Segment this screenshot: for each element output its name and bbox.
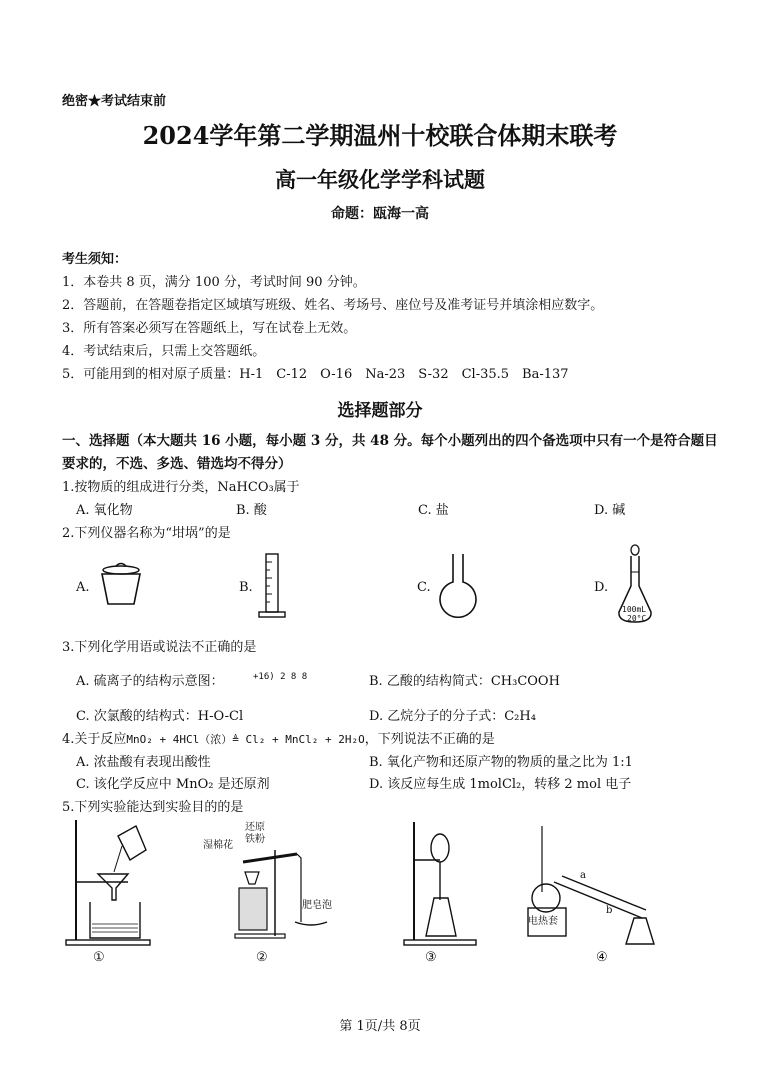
sulfide-ion-diagram: +16) 2 8 8 xyxy=(253,672,308,682)
notice-item: 1．本卷共 8 页，满分 100 分，考试时间 90 分钟。 xyxy=(62,275,366,290)
notice-item: 5．可能用到的相对原子质量：H-1 C-12 O-16 Na-23 S-32 Cl-35.5 Ba-137 xyxy=(62,367,569,382)
q4-stem xyxy=(62,728,495,747)
q4-equation: MnO₂ + 4HCl（浓）≜ Cl₂ + MnCl₂ + 2H₂O xyxy=(126,733,365,746)
iron-steam-apparatus-figure xyxy=(215,848,335,944)
section-title: 选择题部分 xyxy=(337,401,423,421)
crucible-figure xyxy=(98,560,144,608)
fig-label-4: ④ xyxy=(596,950,608,965)
q4-option-d: D. 该反应每生成 1molCl₂，转移 2 mol 电子 xyxy=(369,777,632,792)
page-footer: 第 1页/共 8页 xyxy=(339,1019,421,1034)
round-flask-figure xyxy=(438,552,478,618)
q5-stem: 5.下列实验能达到实验目的的是 xyxy=(62,800,244,815)
exam-author: 命题：瓯海一高 xyxy=(331,206,429,222)
fig-label-3: ③ xyxy=(425,950,437,965)
separatory-funnel-apparatus-figure xyxy=(400,816,480,948)
q1-stem: 1.按物质的组成进行分类，NaHCO₃属于 xyxy=(62,480,300,495)
graduated-cylinder-figure xyxy=(256,550,290,620)
filtration-apparatus-figure xyxy=(62,816,154,948)
distillation-apparatus-figure xyxy=(522,822,662,946)
notice-item: 3．所有答案必须写在答题纸上，写在试卷上无效。 xyxy=(62,321,357,336)
q3-option-b: B. 乙酸的结构简式：CH₃COOH xyxy=(369,674,560,689)
label-soap: 肥皂泡 xyxy=(302,900,332,911)
q4-stem-suffix: ，下列说法不正确的是 xyxy=(364,732,495,747)
label-cotton: 湿棉花 xyxy=(203,840,233,851)
q4-option-c: C. 该化学反应中 MnO₂ 是还原剂 xyxy=(76,777,270,792)
q1-option-c: C. 盐 xyxy=(418,503,449,518)
fig-label-1: ① xyxy=(93,950,105,965)
q2-label-d: D. xyxy=(594,580,609,595)
q4-option-a: A. 浓盐酸有表现出酸性 xyxy=(76,755,211,770)
secret-label: 绝密★考试结束前 xyxy=(62,94,167,109)
notice-item: 2．答题前，在答题卷指定区域填写班级、姓名、考场号、座位号及准考证号并填涂相应数字。 xyxy=(62,298,604,313)
q3-option-d: D. 乙烷分子的分子式：C₂H₄ xyxy=(369,709,536,724)
label-iron: 还原铁粉 xyxy=(245,822,265,845)
notice-title: 考生须知： xyxy=(62,252,128,267)
q1-option-b: B. 酸 xyxy=(236,503,267,518)
q2-label-a: A. xyxy=(76,580,90,595)
q1-option-d: D. 碱 xyxy=(594,503,626,518)
q3-stem: 3.下列化学用语或说法不正确的是 xyxy=(62,640,257,655)
q4-option-b: B. 氧化产物和还原产物的物质的量之比为 1:1 xyxy=(369,755,633,770)
q1-option-a: A. 氧化物 xyxy=(76,503,133,518)
q3-option-a: A. 硫离子的结构示意图： xyxy=(76,674,224,689)
exam-title: 2024学年第二学期温州十校联合体期末联考 xyxy=(142,121,618,150)
flask-volume-text: 100mL xyxy=(622,605,647,614)
q4-stem-prefix: 4.关于反应 xyxy=(62,732,127,747)
part1-header: 一、选择题（本大题共 16 小题，每小题 3 分，共 48 分。每个小题列出的四个备选项中只有一个是符合题目要求的，不选、多选、错选均不得分） xyxy=(62,433,718,472)
q3-option-c: C. 次氯酸的结构式：H-O-Cl xyxy=(76,709,244,724)
q2-label-b: B. xyxy=(239,580,253,595)
fig-label-2: ② xyxy=(256,950,268,965)
label-a: a xyxy=(580,870,586,881)
flask-temp-text: 20°C xyxy=(627,614,647,623)
notice-item: 4．考试结束后，只需上交答题纸。 xyxy=(62,344,266,359)
label-b: b xyxy=(606,905,613,916)
q2-stem: 2.下列仪器名称为“坩埚”的是 xyxy=(62,526,231,541)
q2-label-c: C. xyxy=(417,580,431,595)
exam-subtitle: 高一年级化学学科试题 xyxy=(275,167,485,192)
label-heater: 电热套 xyxy=(528,916,558,927)
